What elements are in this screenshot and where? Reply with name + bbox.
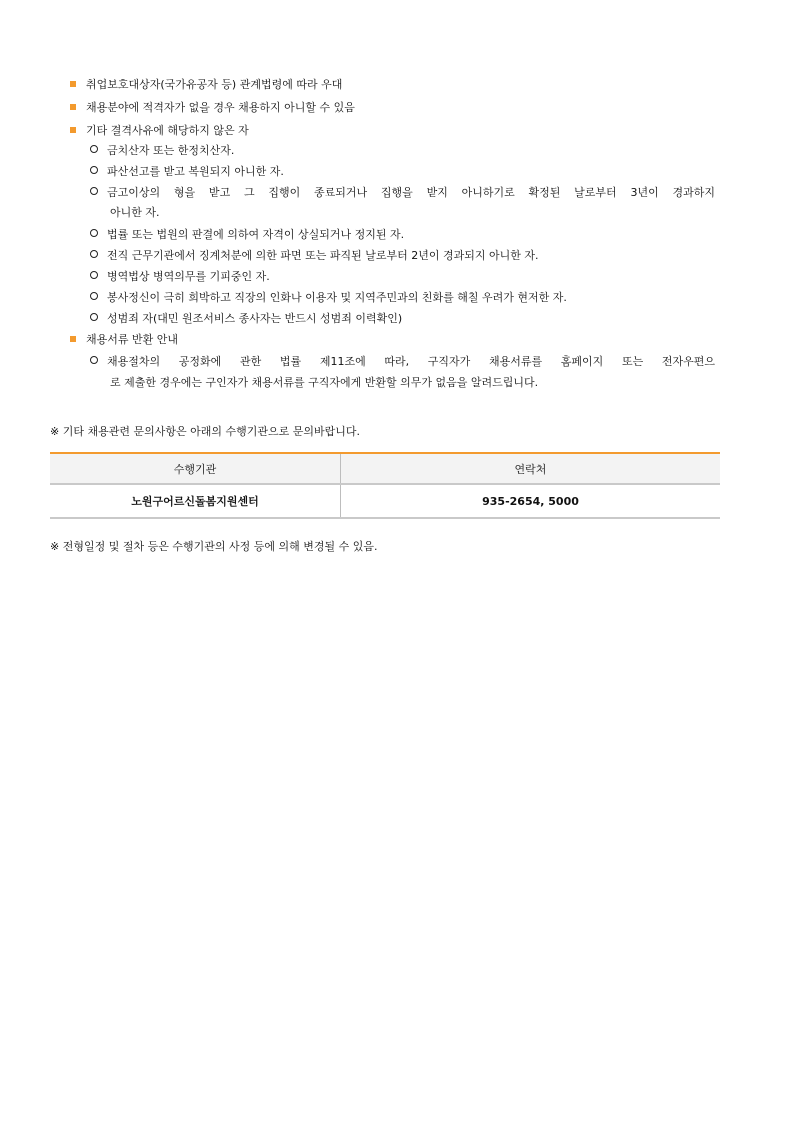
agency-cell: 노원구어르신돌봄지원센터 <box>50 484 341 518</box>
preference-text: 취업보호대상자(국가유공자 등) 관계법령에 따라 우대 <box>86 78 343 91</box>
return-title: 채용서류 반환 안내 <box>86 333 179 346</box>
no-hire-item <box>70 99 355 117</box>
disqualification-item-continued: 아니한 자. <box>110 206 160 219</box>
header-agency: 수행기관 <box>50 453 341 484</box>
schedule-note: ※ 전형일정 및 절차 등은 수행기관의 사정 등에 의해 변경될 수 있음. <box>50 540 378 553</box>
circle-bullet-icon <box>90 356 98 364</box>
disqualification-item: 금치산자 또는 한정치산자. <box>90 141 715 161</box>
phone-cell: 935-2654, 5000 <box>341 484 721 518</box>
square-bullet-icon <box>70 81 76 87</box>
return-item-continued: 로 제출한 경우에는 구인자가 채용서류를 구직자에게 반환할 의무가 없음을 알려드립니다. <box>110 376 539 389</box>
disqualification-item: 파산선고를 받고 복원되지 아니한 자. <box>90 162 715 182</box>
disqualification-item: 봉사정신이 극히 희박하고 직장의 인화나 이용자 및 지역주민과의 친화를 해칠 우려가 현저한 자. <box>90 288 715 308</box>
no-hire-text: 채용분야에 적격자가 없을 경우 채용하지 아니할 수 있음 <box>86 101 355 114</box>
square-bullet-icon <box>70 104 76 110</box>
table-header-row <box>50 453 720 484</box>
disqualification-item: 금고이상의 형을 받고 그 집행이 종료되거나 집행을 받지 아니하기로 확정된 날로부터 3년이 경과하지 <box>90 183 715 203</box>
disqualification-heading <box>70 122 249 140</box>
disqualification-title: 기타 결격사유에 해당하지 않은 자 <box>86 124 249 137</box>
return-item: 채용절차의 공정화에 관한 법률 제11조에 따라, 구직자가 채용서류를 홈페이지 또는 전자우편으 <box>90 352 715 372</box>
circle-bullet-icon <box>90 313 98 321</box>
square-bullet-icon <box>70 127 76 133</box>
circle-bullet-icon <box>90 229 98 237</box>
disqualification-item: 성범죄 자(대민 원조서비스 종사자는 반드시 성범죄 이력확인) <box>90 309 715 329</box>
circle-bullet-icon <box>90 166 98 174</box>
contact-table <box>50 452 720 519</box>
return-heading <box>70 331 178 349</box>
circle-bullet-icon <box>90 187 98 195</box>
preference-item <box>70 76 342 94</box>
circle-bullet-icon <box>90 271 98 279</box>
circle-bullet-icon <box>90 292 98 300</box>
inquiry-note: ※ 기타 채용관련 문의사항은 아래의 수행기관으로 문의바랍니다. <box>50 425 360 438</box>
disqualification-item: 전직 근무기관에서 징계처분에 의한 파면 또는 파직된 날로부터 2년이 경과되지 아니한 자. <box>90 246 715 266</box>
circle-bullet-icon <box>90 145 98 153</box>
header-contact: 연락처 <box>341 453 721 484</box>
disqualification-item: 병역법상 병역의무를 기피중인 자. <box>90 267 715 287</box>
table-row <box>50 484 720 518</box>
disqualification-item: 법률 또는 법원의 판결에 의하여 자격이 상실되거나 정지된 자. <box>90 225 715 245</box>
circle-bullet-icon <box>90 250 98 258</box>
square-bullet-icon <box>70 336 76 342</box>
